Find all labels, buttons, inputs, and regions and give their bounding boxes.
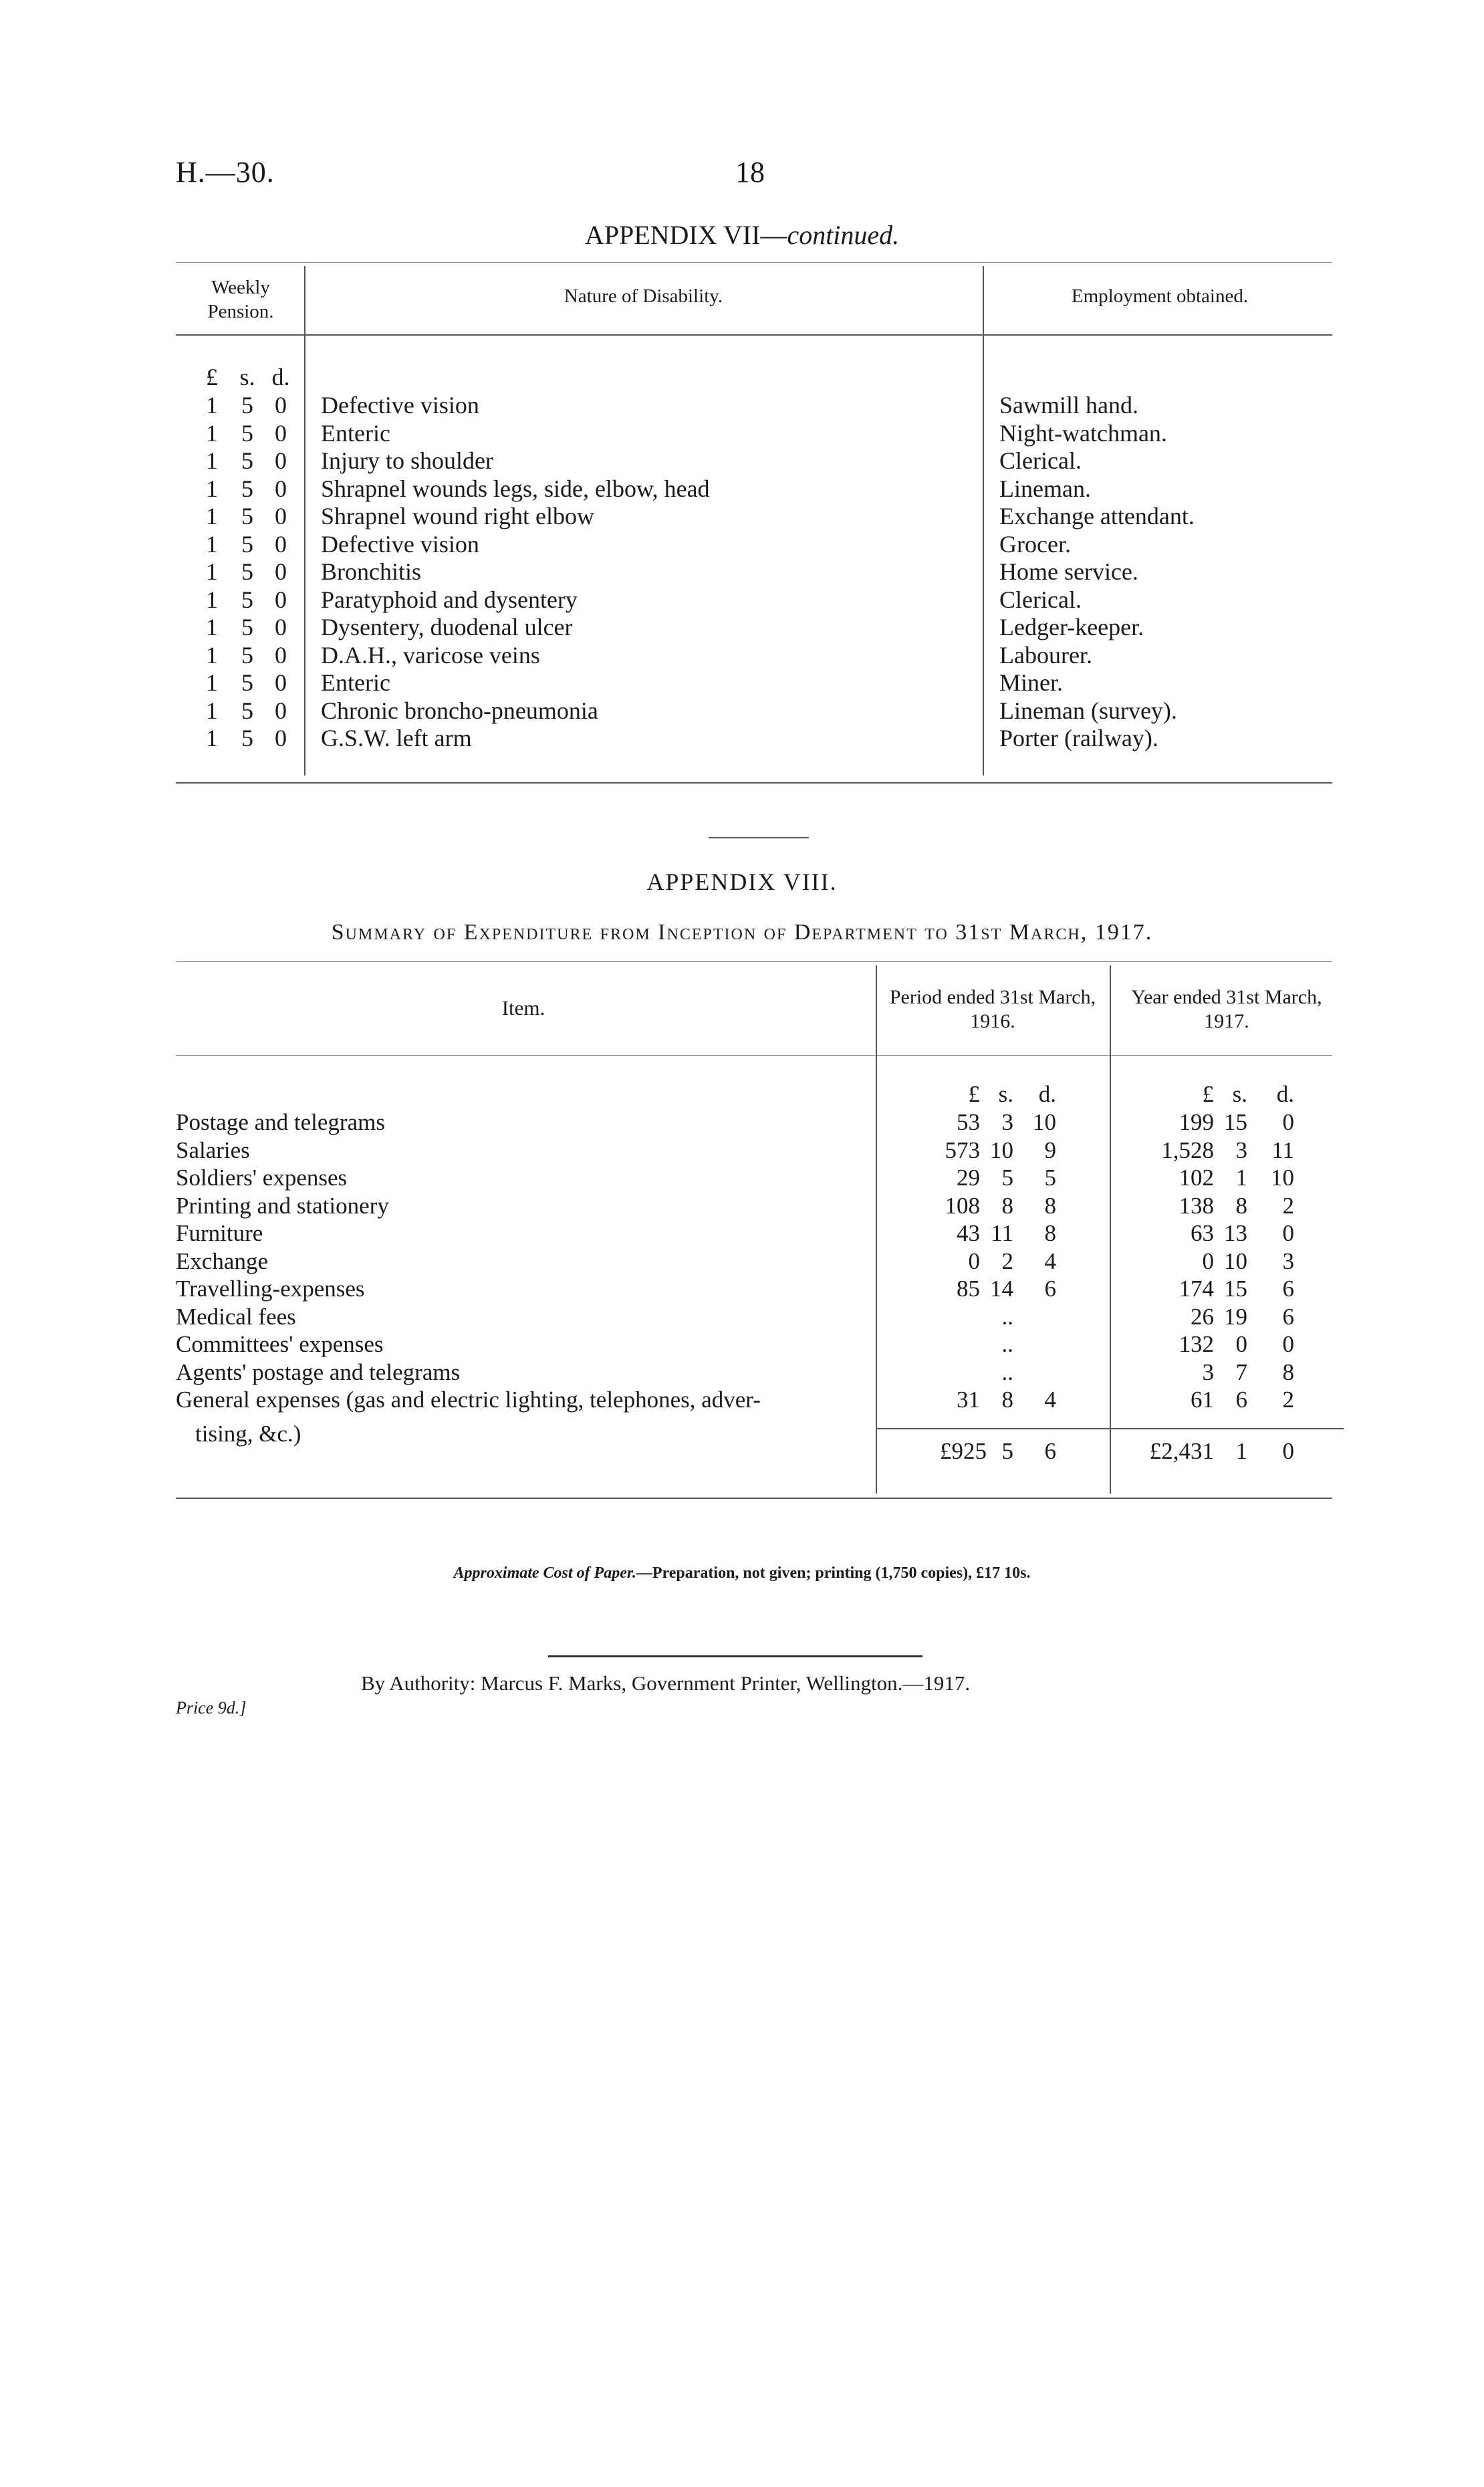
year-1917-pence: 8 <box>1282 1358 1294 1385</box>
unit-pounds-b: £ <box>1202 1081 1214 1107</box>
disability-text: Defective vision <box>321 530 479 558</box>
period-1916-shillings: 14 <box>990 1276 1013 1302</box>
disability-text: Chronic broncho-pneumonia <box>321 697 598 724</box>
expenditure-bottom-rule <box>176 1498 1332 1499</box>
pension-pounds: 1 <box>206 641 218 669</box>
year-1917-pence: 10 <box>1271 1165 1294 1191</box>
pension-pence: 0 <box>275 503 287 529</box>
col-nature-of-disability: Nature of Disability. <box>564 285 723 307</box>
expenditure-units-row <box>0 1080 1484 1108</box>
year-1917-shillings: 0 <box>1235 1331 1247 1357</box>
unit-pence-b: d. <box>1276 1081 1294 1107</box>
period-1916-shillings: 8 <box>1001 1387 1013 1413</box>
col-employment-obtained: Employment obtained. <box>1071 285 1249 307</box>
pension-table-top-rule <box>176 262 1332 263</box>
period-1916-pounds: 31 <box>957 1387 980 1413</box>
pension-shillings: 5 <box>241 725 253 751</box>
unit-pounds: £ <box>206 364 218 390</box>
unit-pence: d. <box>271 364 290 390</box>
employment-text: Clerical. <box>999 586 1082 613</box>
pension-pence: 0 <box>275 669 287 696</box>
period-1916-nil: .. <box>1001 1331 1013 1357</box>
year-1917-pence: 0 <box>1282 1331 1294 1357</box>
expenditure-item: Exchange <box>176 1248 268 1274</box>
pension-pounds: 1 <box>206 419 218 447</box>
employment-text: Grocer. <box>999 530 1071 558</box>
expenditure-row <box>0 1275 1484 1303</box>
series-reference: H.—30. <box>176 156 275 189</box>
pension-pounds: 1 <box>206 558 218 585</box>
employment-text: Lineman (survey). <box>999 697 1177 724</box>
employment-text: Ledger-keeper. <box>999 614 1144 640</box>
pension-pence: 0 <box>275 697 287 724</box>
period-1916-pence: 8 <box>1044 1220 1056 1246</box>
period-1916-pounds: 29 <box>957 1165 980 1191</box>
expenditure-head-rule <box>176 1055 1332 1056</box>
period-1916-shillings: 5 <box>1001 1165 1013 1191</box>
pension-pence: 0 <box>275 725 287 751</box>
footnote-label: Approximate Cost of Paper. <box>453 1564 636 1582</box>
expenditure-row <box>0 1358 1484 1387</box>
year-1917-pence: 2 <box>1282 1387 1294 1413</box>
pension-pence: 0 <box>275 419 287 447</box>
expenditure-continuation-text: tising, &c.) <box>195 1421 301 1447</box>
pension-shillings: 5 <box>241 669 253 696</box>
appendix7-title-main: APPENDIX VII— <box>584 220 787 250</box>
col-weekly-pension: Weekly Pension. <box>207 277 274 322</box>
year-1917-pounds: 3 <box>1202 1358 1214 1385</box>
price: Price 9d.] <box>176 1698 247 1718</box>
unit-shillings-a: s. <box>998 1081 1013 1107</box>
period-1916-pence: 5 <box>1044 1165 1056 1191</box>
unit-shillings: s. <box>239 364 255 390</box>
pension-row <box>0 697 1484 725</box>
section-separator <box>709 837 809 838</box>
appendix8-subtitle: Summary of Expenditure from Inception of Department to 31st March, 1917. <box>331 920 1153 945</box>
expenditure-item: Printing and stationery <box>176 1192 389 1219</box>
employment-text: Lineman. <box>999 475 1091 502</box>
pension-row <box>0 391 1484 419</box>
period-1916-pounds: 573 <box>945 1137 980 1163</box>
expenditure-item: General expenses (gas and electric lighting, telephones, adver- <box>176 1387 761 1413</box>
year-1917-pounds: 199 <box>1179 1109 1214 1135</box>
pension-shillings: 5 <box>241 586 253 613</box>
employment-text: Labourer. <box>999 641 1092 669</box>
expenditure-row <box>0 1303 1484 1331</box>
disability-text: G.S.W. left arm <box>321 725 472 751</box>
pension-units-row <box>0 363 1484 391</box>
pension-table-bottom-rule <box>176 782 1332 784</box>
pension-shillings: 5 <box>241 530 253 558</box>
pension-shillings: 5 <box>241 641 253 669</box>
appendix7-title-suffix: continued. <box>787 220 900 250</box>
expenditure-row <box>0 1386 1484 1414</box>
authority-rule <box>548 1655 922 1657</box>
year-1917-pence: 3 <box>1282 1248 1294 1274</box>
expenditure-row <box>0 1219 1484 1248</box>
year-1917-shillings: 1 <box>1235 1165 1247 1191</box>
total-a-pence: 6 <box>1044 1438 1056 1464</box>
total-a-shillings: 5 <box>1001 1438 1013 1464</box>
pension-row <box>0 724 1484 752</box>
disability-text: Injury to shoulder <box>321 447 493 474</box>
expenditure-item: Travelling-expenses <box>176 1276 365 1302</box>
pension-row <box>0 419 1484 447</box>
employment-text: Night-watchman. <box>999 419 1167 447</box>
pension-shillings: 5 <box>241 419 253 447</box>
expenditure-top-rule <box>176 961 1332 962</box>
pension-shillings: 5 <box>241 447 253 474</box>
total-b-pence: 0 <box>1282 1438 1294 1464</box>
page-number: 18 <box>735 156 765 189</box>
period-1916-shillings: 11 <box>991 1220 1013 1246</box>
col-year-1917: Year ended 31st March, 1917. <box>1131 986 1322 1032</box>
year-1917-pounds: 26 <box>1191 1303 1214 1330</box>
disability-text: Enteric <box>321 669 390 696</box>
expenditure-item: Soldiers' expenses <box>176 1165 348 1191</box>
pension-shillings: 5 <box>241 614 253 640</box>
unit-pence-a: d. <box>1038 1081 1056 1107</box>
pension-pence: 0 <box>275 586 287 613</box>
total-b-shillings: 1 <box>1235 1438 1247 1464</box>
printer-authority: By Authority: Marcus F. Marks, Government Printer, Wellington.—1917. <box>361 1671 971 1695</box>
expenditure-item: Furniture <box>176 1220 263 1246</box>
year-1917-shillings: 10 <box>1224 1248 1247 1274</box>
total-a-pounds: £925 <box>940 1438 987 1464</box>
year-1917-shillings: 6 <box>1235 1387 1247 1413</box>
expenditure-item: Salaries <box>176 1137 250 1163</box>
pension-pounds: 1 <box>206 530 218 558</box>
footnote <box>0 1564 1484 1582</box>
employment-text: Porter (railway). <box>999 725 1158 751</box>
period-1916-pence: 8 <box>1044 1192 1056 1219</box>
year-1917-pounds: 138 <box>1179 1192 1214 1219</box>
pension-pounds: 1 <box>206 614 218 640</box>
unit-shillings-b: s. <box>1232 1081 1247 1107</box>
pension-pounds: 1 <box>206 447 218 474</box>
year-1917-pence: 2 <box>1282 1192 1294 1219</box>
pension-pounds: 1 <box>206 392 218 419</box>
pension-row <box>0 530 1484 558</box>
disability-text: D.A.H., varicose veins <box>321 641 540 669</box>
expenditure-item: Agents' postage and telegrams <box>176 1358 461 1385</box>
disability-text: Defective vision <box>321 392 479 419</box>
period-1916-pounds: 108 <box>945 1192 980 1219</box>
pension-row <box>0 558 1484 586</box>
pension-pence: 0 <box>275 392 287 419</box>
disability-text: Dysentery, duodenal ulcer <box>321 614 573 640</box>
pension-pence: 0 <box>275 641 287 669</box>
pension-shillings: 5 <box>241 558 253 585</box>
pension-pounds: 1 <box>206 503 218 529</box>
employment-text: Clerical. <box>999 447 1082 474</box>
employment-text: Home service. <box>999 558 1138 585</box>
year-1917-shillings: 15 <box>1224 1109 1247 1135</box>
expenditure-row <box>0 1248 1484 1276</box>
year-1917-pence: 0 <box>1282 1220 1294 1246</box>
expenditure-item: Committees' expenses <box>176 1331 384 1357</box>
pension-shillings: 5 <box>241 475 253 502</box>
expenditure-row <box>0 1164 1484 1192</box>
expenditure-row <box>0 1108 1484 1137</box>
disability-text: Bronchitis <box>321 558 421 585</box>
pension-pounds: 1 <box>206 586 218 613</box>
pension-pence: 0 <box>275 475 287 502</box>
pension-pence: 0 <box>275 447 287 474</box>
disability-text: Paratyphoid and dysentery <box>321 586 578 613</box>
year-1917-pounds: 102 <box>1179 1165 1214 1191</box>
year-1917-shillings: 7 <box>1235 1358 1247 1385</box>
year-1917-shillings: 8 <box>1235 1192 1247 1219</box>
pension-pence: 0 <box>275 530 287 558</box>
pension-pounds: 1 <box>206 697 218 724</box>
pension-row <box>0 641 1484 669</box>
total-b-pounds: £2,431 <box>1149 1438 1214 1464</box>
pension-table-head-rule <box>176 334 1332 336</box>
pension-pounds: 1 <box>206 725 218 751</box>
expenditure-row <box>0 1192 1484 1220</box>
year-1917-pounds: 132 <box>1179 1331 1214 1357</box>
footnote-text: —Preparation, not given; printing (1,750 copies), £17 10s. <box>636 1564 1031 1582</box>
pension-pence: 0 <box>275 614 287 640</box>
period-1916-shillings: 10 <box>990 1137 1013 1163</box>
expenditure-row <box>0 1330 1484 1358</box>
period-1916-shillings: 3 <box>1001 1109 1013 1135</box>
appendix8-title: APPENDIX VIII. <box>646 868 838 895</box>
year-1917-pence: 0 <box>1282 1109 1294 1135</box>
pension-pounds: 1 <box>206 669 218 696</box>
year-1917-pence: 11 <box>1271 1137 1294 1163</box>
col-period-1916: Period ended 31st March, 1916. <box>889 986 1096 1032</box>
pension-row <box>0 613 1484 641</box>
year-1917-shillings: 3 <box>1235 1137 1247 1163</box>
disability-text: Enteric <box>321 419 390 447</box>
pension-pence: 0 <box>275 558 287 585</box>
disability-text: Shrapnel wounds legs, side, elbow, head <box>321 475 710 502</box>
year-1917-pence: 6 <box>1282 1303 1294 1330</box>
year-1917-pence: 6 <box>1282 1276 1294 1302</box>
expenditure-row <box>0 1137 1484 1165</box>
period-1916-pence: 9 <box>1044 1137 1056 1163</box>
year-1917-shillings: 19 <box>1224 1303 1247 1330</box>
year-1917-pounds: 174 <box>1179 1276 1214 1302</box>
disability-text: Shrapnel wound right elbow <box>321 503 594 529</box>
pension-shillings: 5 <box>241 697 253 724</box>
employment-text: Miner. <box>999 669 1063 696</box>
year-1917-shillings: 15 <box>1224 1276 1247 1302</box>
period-1916-shillings: 2 <box>1001 1248 1013 1274</box>
period-1916-shillings: 8 <box>1001 1192 1013 1219</box>
pension-shillings: 5 <box>241 392 253 419</box>
period-1916-pence: 6 <box>1044 1276 1056 1302</box>
year-1917-pounds: 0 <box>1202 1248 1214 1274</box>
expenditure-item: Postage and telegrams <box>176 1109 385 1135</box>
unit-pounds-a: £ <box>968 1081 980 1107</box>
pension-row <box>0 502 1484 530</box>
pension-row <box>0 447 1484 475</box>
year-1917-pounds: 63 <box>1191 1220 1214 1246</box>
period-1916-pounds: 53 <box>957 1109 980 1135</box>
pension-row <box>0 669 1484 697</box>
expenditure-total-row <box>0 1437 1484 1465</box>
year-1917-shillings: 13 <box>1224 1220 1247 1246</box>
employment-text: Exchange attendant. <box>999 503 1195 529</box>
period-1916-pence: 4 <box>1044 1387 1056 1413</box>
period-1916-pounds: 85 <box>957 1276 980 1302</box>
period-1916-nil: .. <box>1001 1303 1013 1330</box>
col-item: Item. <box>501 996 545 1020</box>
period-1916-pence: 4 <box>1044 1248 1056 1274</box>
pension-row <box>0 475 1484 503</box>
year-1917-pounds: 61 <box>1191 1387 1214 1413</box>
pension-row <box>0 586 1484 614</box>
employment-text: Sawmill hand. <box>999 392 1138 419</box>
period-1916-pounds: 0 <box>968 1248 980 1274</box>
pension-pounds: 1 <box>206 475 218 502</box>
period-1916-pence: 10 <box>1033 1109 1056 1135</box>
expenditure-item: Medical fees <box>176 1303 296 1330</box>
year-1917-pounds: 1,528 <box>1161 1137 1214 1163</box>
period-1916-pounds: 43 <box>957 1220 980 1246</box>
pension-shillings: 5 <box>241 503 253 529</box>
period-1916-nil: .. <box>1001 1358 1013 1385</box>
appendix7-title <box>0 219 1484 251</box>
